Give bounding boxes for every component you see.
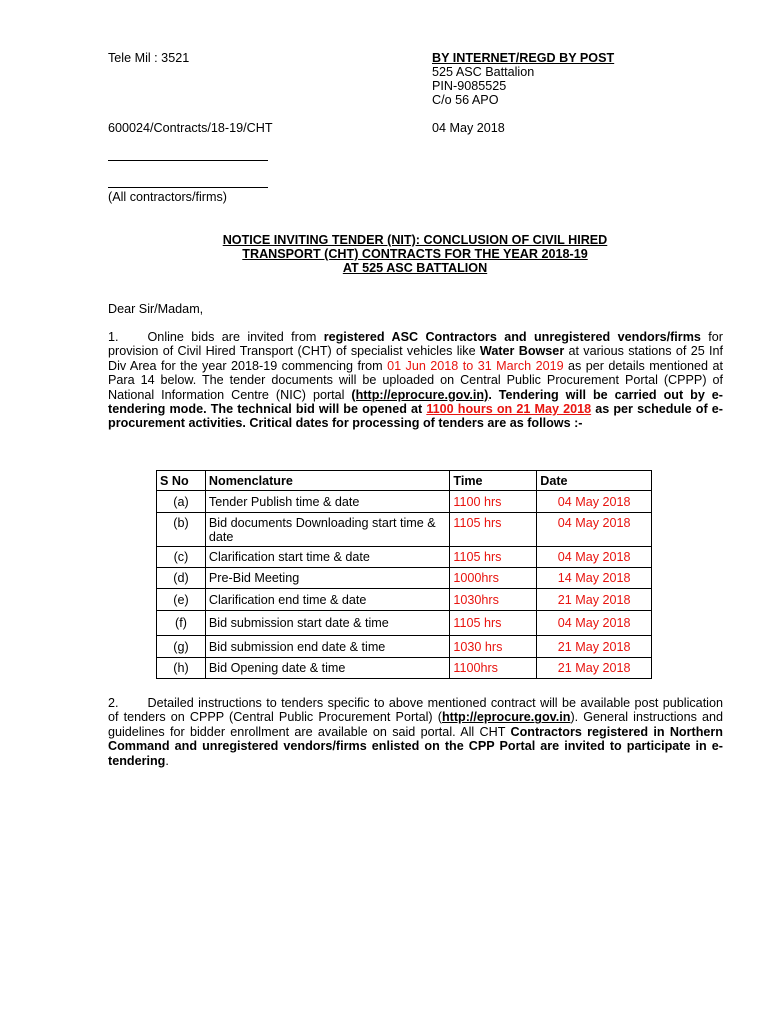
row-time: 1030hrs xyxy=(450,589,537,611)
row-date: 04 May 2018 xyxy=(537,547,652,568)
para1-bold-critical-dates: as per schedule of e-procurement activities. Critical dates for processing of tenders are as follows :- xyxy=(108,402,723,431)
para2-text: . xyxy=(165,753,169,768)
row-date: 21 May 2018 xyxy=(537,658,652,679)
eprocure-link[interactable]: (http://eprocure.gov.in) xyxy=(351,387,489,402)
header-sno: S No xyxy=(157,471,206,491)
table-row xyxy=(157,636,652,658)
para1-text: as per details mentioned at Para 14 below. The tender documents will be uploaded on Central Public Procurement Portal (CPPP) of National Information Centre (NIC) portal xyxy=(108,358,724,402)
table-row xyxy=(157,589,652,611)
row-name: Clarification end time & date xyxy=(205,589,449,611)
row-date: 14 May 2018 xyxy=(537,568,652,589)
row-time: 1105 hrs xyxy=(450,513,537,547)
row-date: 21 May 2018 xyxy=(537,589,652,611)
row-sno: (b) xyxy=(157,513,206,547)
row-time: 1030 hrs xyxy=(450,636,537,658)
para1-bold-contractors: registered ASC Contractors and unregistered vendors/firms xyxy=(323,330,701,344)
tele-number: Tele Mil : 3521 xyxy=(108,51,190,65)
dispatch-mode: BY INTERNET/REGD BY POST xyxy=(432,51,615,65)
row-name: Pre-Bid Meeting xyxy=(205,568,449,589)
row-time: 1100 hrs xyxy=(450,491,537,513)
notice-title-line-3: AT 525 ASC BATTALION xyxy=(342,261,488,275)
letter-date: 04 May 2018 xyxy=(432,121,505,135)
para1-contract-period: 01 Jun 2018 to 31 March 2019 xyxy=(387,358,564,373)
row-sno: (h) xyxy=(157,658,206,679)
row-time: 1105 hrs xyxy=(450,547,537,568)
sender-apo: C/o 56 APO xyxy=(432,93,499,107)
para1-bold-etendering: . Tendering will be carried out by e-tendering mode. The technical bid will be opened at xyxy=(108,387,723,417)
row-sno: (a) xyxy=(157,491,206,513)
row-time: 1100hrs xyxy=(450,658,537,679)
row-name: Clarification start time & date xyxy=(205,547,449,568)
row-sno: (d) xyxy=(157,568,206,589)
row-name: Tender Publish time & date xyxy=(205,491,449,513)
reference-number: 600024/Contracts/18-19/CHT xyxy=(108,121,273,135)
sender-pin: PIN-9085525 xyxy=(432,79,507,93)
table-row xyxy=(157,513,652,547)
eprocure-link-2[interactable]: http://eprocure.gov.in xyxy=(441,710,571,725)
para1-bold-water-bowser: Water Bowser xyxy=(479,344,565,359)
para1-text: at various stations of 25 Inf Div Area for the year 2018-19 commencing from xyxy=(108,344,724,373)
row-name: Bid submission start date & time xyxy=(205,611,449,636)
row-sno: (e) xyxy=(157,589,206,611)
notice-title-line-1: NOTICE INVITING TENDER (NIT): CONCLUSION OF CIVIL HIRED xyxy=(222,233,608,247)
notice-title-line-2: TRANSPORT (CHT) CONTRACTS FOR THE YEAR 2018-19 xyxy=(242,247,588,261)
row-time: 1000hrs xyxy=(450,568,537,589)
address-blank-line-2 xyxy=(108,187,268,188)
address-blank-line-1 xyxy=(108,160,268,161)
para1-number: 1. xyxy=(108,330,119,344)
row-name: Bid submission end date & time xyxy=(205,636,449,658)
row-time: 1105 hrs xyxy=(450,611,537,636)
row-name: Bid documents Downloading start time & date xyxy=(205,513,449,547)
para2-bold-invitation: Contractors registered in Northern Command and unregistered vendors/firms enlisted on the CPP Portal are invited to participate in e-tendering xyxy=(108,724,723,768)
para2-text: Detailed instructions to tenders specific to above mentioned contract will be available post publication of tenders on CPPP (Central Public Procurement Portal) ( xyxy=(108,696,723,725)
para1-text: Online bids are invited from xyxy=(147,330,324,344)
row-date: 04 May 2018 xyxy=(537,491,652,513)
paragraph-2 xyxy=(108,696,723,768)
para1-text: for provision of Civil Hired Transport (CHT) of specialist vehicles like xyxy=(108,330,723,359)
row-name: Bid Opening date & time xyxy=(205,658,449,679)
table-row xyxy=(157,658,652,679)
row-sno: (f) xyxy=(157,611,206,636)
row-date: 04 May 2018 xyxy=(537,611,652,636)
para1-bid-opening-time: 1100 hours on 21 May 2018 xyxy=(426,402,592,417)
header-nomenclature: Nomenclature xyxy=(205,471,449,491)
para2-number: 2. xyxy=(108,696,119,710)
paragraph-1 xyxy=(108,330,723,431)
header-date: Date xyxy=(537,471,652,491)
row-date: 04 May 2018 xyxy=(537,513,652,547)
table-row xyxy=(157,568,652,589)
salutation: Dear Sir/Madam, xyxy=(108,302,204,316)
header-time: Time xyxy=(450,471,537,491)
addressee: (All contractors/firms) xyxy=(108,190,227,204)
row-sno: (c) xyxy=(157,547,206,568)
para2-text: ). General instructions and guidelines for bidder enrollment are available on said portal. All CHT xyxy=(108,710,723,739)
sender-unit: 525 ASC Battalion xyxy=(432,65,535,79)
critical-dates-table xyxy=(156,470,652,679)
table-header-row xyxy=(157,471,652,491)
table-row xyxy=(157,547,652,568)
row-sno: (g) xyxy=(157,636,206,658)
row-date: 21 May 2018 xyxy=(537,636,652,658)
table-row xyxy=(157,611,652,636)
table-row xyxy=(157,491,652,513)
